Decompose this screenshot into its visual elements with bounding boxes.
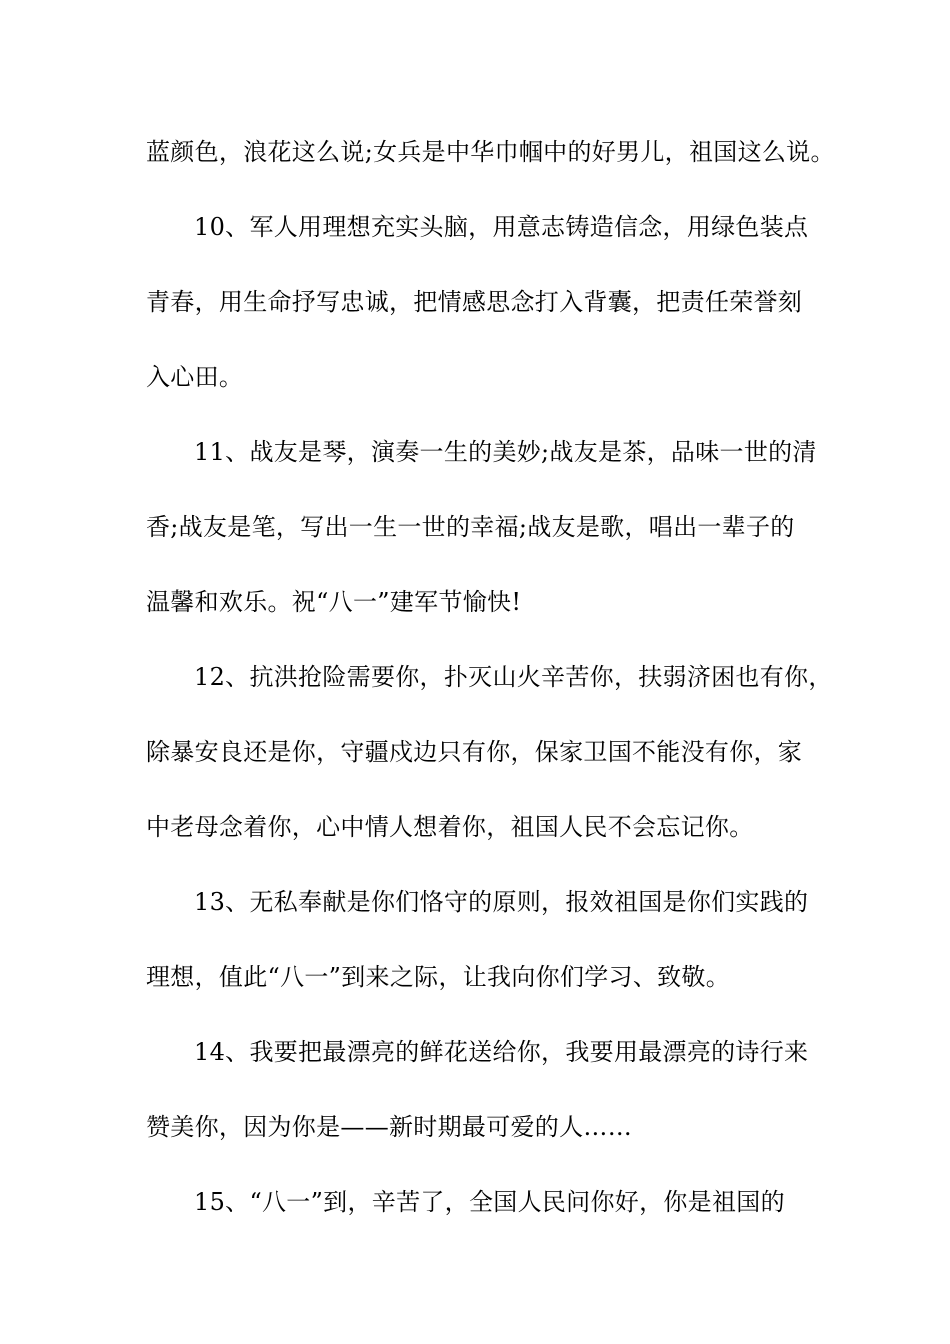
text-line: 香;战友是笔，写出一生一世的幸福;战友是歌，唱出一辈子的 — [146, 513, 795, 541]
text-line: 11、战友是琴，演奏一生的美妙;战友是茶，品味一世的清 — [194, 438, 817, 466]
text-line: 理想，值此“八一”到来之际，让我向你们学习、致敬。 — [146, 963, 731, 991]
text-line: 12、抗洪抢险需要你，扑灭山火辛苦你，扶弱济困也有你， — [194, 663, 833, 691]
text-line: 温馨和欢乐。祝“八一”建军节愉快! — [146, 588, 522, 616]
text-line: 14、我要把最漂亮的鲜花送给你，我要用最漂亮的诗行来 — [194, 1038, 809, 1066]
text-line: 10、军人用理想充实头脑，用意志铸造信念，用绿色装点 — [194, 213, 809, 241]
text-line: 15、“八一”到，辛苦了，全国人民问你好，你是祖国的 — [194, 1188, 785, 1216]
text-line: 赞美你，因为你是——新时期最可爱的人…… — [146, 1113, 632, 1141]
text-line: 中老母念着你，心中情人想着你，祖国人民不会忘记你。 — [146, 813, 754, 841]
text-line: 入心田。 — [146, 363, 244, 391]
text-line: 青春，用生命抒写忠诚，把情感思念打入背囊，把责任荣誉刻 — [146, 288, 803, 316]
text-line: 13、无私奉献是你们恪守的原则，报效祖国是你们实践的 — [194, 888, 809, 916]
text-line: 除暴安良还是你，守疆戍边只有你，保家卫国不能没有你，家 — [146, 738, 803, 766]
text-line: 蓝颜色，浪花这么说;女兵是中华巾帼中的好男儿，祖国这么说。 — [146, 138, 835, 166]
